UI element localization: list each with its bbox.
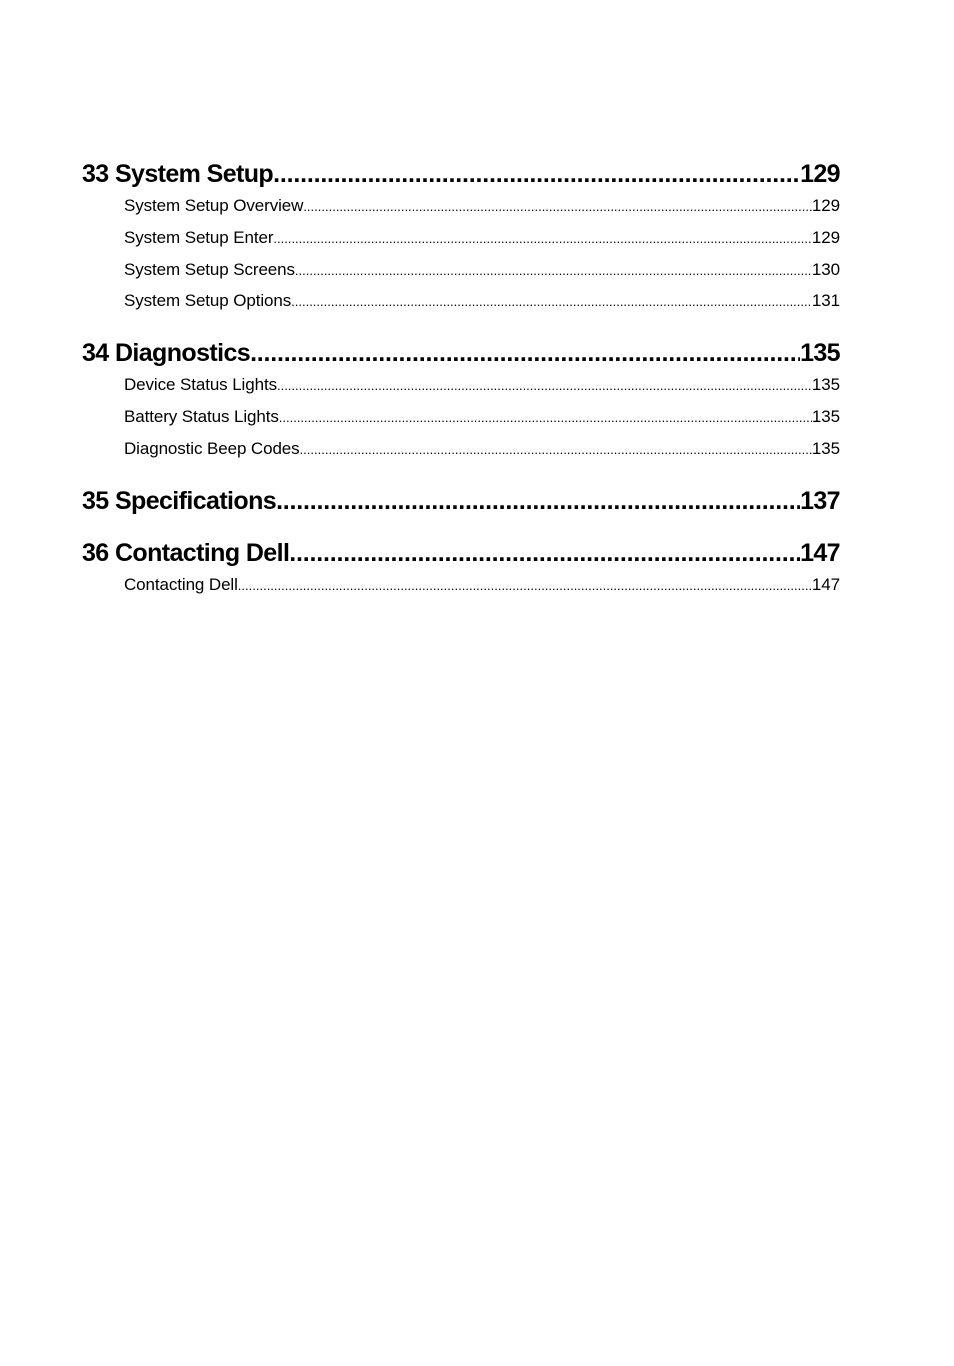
section-entry[interactable]: [124, 254, 840, 286]
section-entry[interactable]: [124, 433, 840, 465]
section-entry[interactable]: [124, 569, 840, 601]
section-title: System Setup Enter: [124, 227, 274, 247]
dot-leader: [277, 369, 812, 401]
chapter-page-number: 135: [800, 339, 840, 368]
section-page-number: 129: [811, 227, 840, 247]
chapter-entry-34[interactable]: [82, 337, 840, 369]
section-entry[interactable]: [124, 369, 840, 401]
toc-chapter: [82, 337, 840, 464]
section-list: [124, 569, 840, 601]
toc-chapter: [82, 537, 840, 601]
section-entry[interactable]: [124, 190, 840, 222]
dot-leader: [276, 485, 800, 517]
dot-leader: [303, 190, 812, 222]
section-title: System Setup Screens: [124, 259, 295, 279]
dot-leader: [295, 254, 812, 286]
chapter-entry-35[interactable]: [82, 485, 840, 517]
chapter-entry-33[interactable]: [82, 158, 840, 190]
dot-leader: [273, 222, 812, 254]
section-page-number: 129: [811, 196, 840, 215]
section-page-number: 131: [811, 291, 840, 311]
section-entry[interactable]: [124, 285, 840, 317]
section-title: System Setup Overview: [124, 196, 304, 215]
section-list: [124, 369, 840, 464]
table-of-contents: [82, 158, 840, 620]
chapter-page-number: 147: [800, 538, 840, 567]
section-title: Device Status Lights: [124, 375, 277, 395]
dot-leader: [300, 433, 812, 465]
dot-leader: [279, 401, 812, 433]
chapter-entry-36[interactable]: [82, 537, 840, 569]
toc-chapter: [82, 158, 840, 317]
section-title: Contacting Dell: [124, 574, 238, 594]
section-page-number: 135: [811, 438, 840, 458]
chapter-page-number: 129: [800, 160, 840, 188]
chapter-page-number: 137: [800, 486, 840, 515]
section-list: [124, 190, 840, 317]
chapter-title: 33 System Setup: [82, 160, 274, 188]
dot-leader: [289, 537, 800, 569]
section-page-number: 135: [811, 375, 840, 395]
section-entry[interactable]: [124, 401, 840, 433]
section-page-number: 130: [811, 259, 840, 279]
toc-chapter: [82, 485, 840, 517]
section-entry[interactable]: [124, 222, 840, 254]
chapter-title: 35 Specifications: [82, 486, 277, 515]
chapter-title: 34 Diagnostics: [82, 339, 251, 368]
section-page-number: 135: [811, 406, 840, 426]
section-title: System Setup Options: [124, 291, 292, 311]
dot-leader: [273, 158, 800, 190]
section-page-number: 147: [811, 574, 840, 594]
dot-leader: [250, 337, 800, 369]
chapter-title: 36 Contacting Dell: [82, 538, 290, 567]
section-title: Diagnostic Beep Codes: [124, 438, 300, 458]
dot-leader: [238, 569, 812, 601]
section-title: Battery Status Lights: [124, 406, 279, 426]
dot-leader: [291, 285, 812, 317]
